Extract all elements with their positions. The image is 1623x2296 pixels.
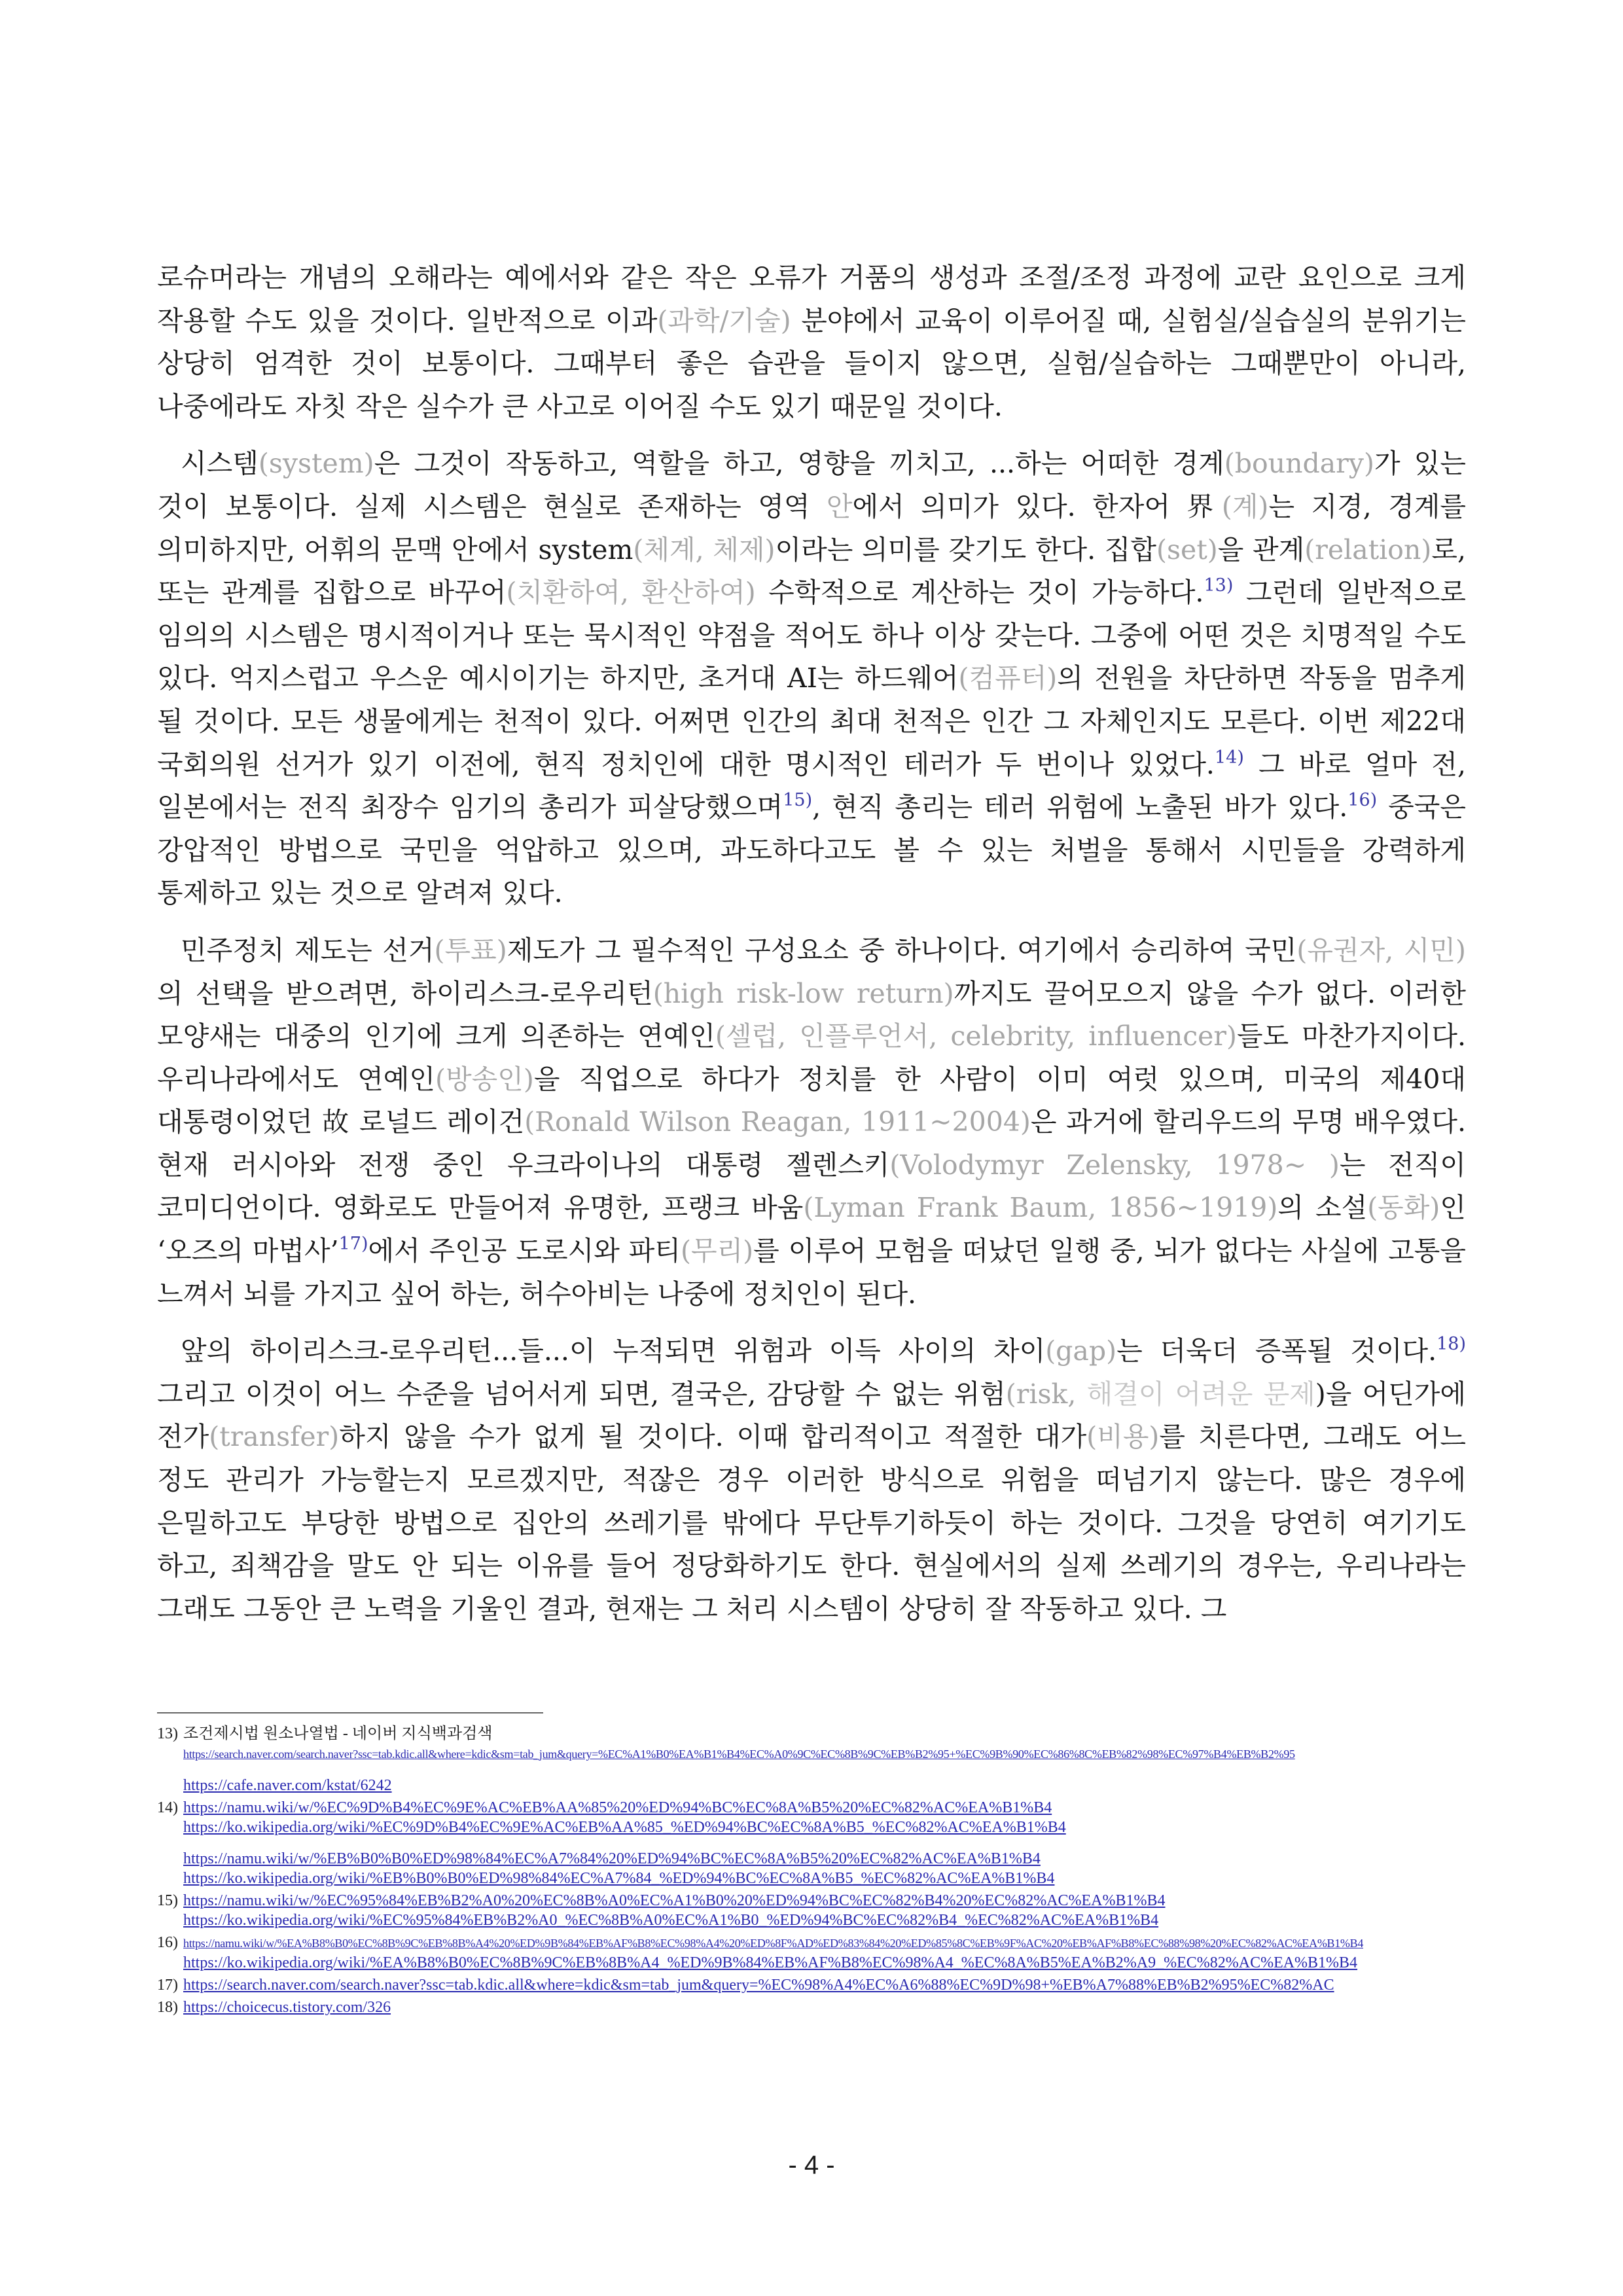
footnotes bbox=[157, 1724, 1466, 2020]
footnote-13 bbox=[157, 1724, 1466, 1795]
footnote-ref-17[interactable]: 17) bbox=[338, 1234, 368, 1255]
paragraph-3: 민주정치 제도는 선거(투표)제도가 그 필수적인 구성요소 중 하나이다. 여기에서 승리하여 국민(유권자, 시민)의 선택을 받으려면, 하이리스크-로우리턴(high risk-low return)까지도 끌어모으지 않을 수가 없다. 이러한 모양새는 대중의 인기에 크게 의존하는 연예인(셀럽, 인플루언서, celebrity, influencer)들도 마찬가지이다. 우리나라에서도 연예인(방송인)을 직업으로 하다가 정치를 한 사람이 이미 여럿 있으며, 미국의 제40대 대통령이었던 故 로널드 레이건(Ronald Wilson Reagan, 1911~2004)은 과거에 할리우드의 무명 배우였다. 현재 러시아와 전쟁 중인 우크라이나의 대통령 젤렌스키(Volodymyr Zelensky, 1978~ )는 전직이 코미디언이다. 영화로도 만들어져 유명한, 프랭크 바움(Lyman Frank Baum, 1856~1919)의 소설(동화)인 ‘오즈의 마법사’$^{17)}$에서 주인공 도로시와 파티(무리)를 이루어 모험을 떠났던 일행 중, 뇌가 없다는 사실에 고통을 느껴서 뇌를 가지고 싶어 하는, 허수아비는 나중에 정치인이 된다. bbox=[157, 934, 1467, 1310]
footnote-16 bbox=[157, 1933, 1466, 1973]
page-number: - 4 - bbox=[788, 2151, 835, 2179]
footnote-divider bbox=[157, 1712, 543, 1713]
footnote-ref-14[interactable]: 14) bbox=[1214, 747, 1244, 768]
footnote-link[interactable]: https://cafe.naver.com/kstat/6242 bbox=[183, 1777, 392, 1794]
footnote-number: 17) bbox=[157, 1977, 178, 1994]
footnote-title: 조건제시법 원소나열법 - 네이버 지식백과검색 bbox=[183, 1725, 493, 1742]
paragraph-2: 시스템(system)은 그것이 작동하고, 역할을 하고, 영향을 끼치고, ...하는 어떠한 경계(boundary)가 있는 것이 보통이다. 실제 시스템은 현실로 존재하는 영역 안에서 의미가 있다. 한자어 界(계)는 지경, 경계를 의미하지만, 어휘의 문맥 안에서 system(체계, 체제)이라는 의미를 갖기도 한다. 집합(set)을 관계(relation)로, 또는 관계를 집합으로 바꾸어(치환하여, 환산하여) 수학적으로 계산하는 것이 가능하다.$^{13)}$ 그런데 일반적으로 임의의 시스템은 명시적이거나 또는 묵시적인 약점을 적어도 하나 이상 갖는다. 그중에 어떤 것은 치명적일 수도 있다. 억지스럽고 우스운 예시이기는 하지만, 초거대 AI는 하드웨어(컴퓨터)의 전원을 차단하면 작동을 멈추게 될 것이다. 모든 생물에게는 천적이 있다. 어쩌면 인간의 최대 천적은 인간 그 자체인지도 모른다. 이번 제22대 국회의원 선거가 있기 이전에, 현직 정치인에 대한 명시적인 테러가 두 번이나 있었다.$^{14)}$ 그 바로 얼마 전, 일본에서는 전직 최장수 임기의 총리가 피살당했으며$^{15)}$, 현직 총리는 테러 위험에 노출된 바가 있다.$^{16)}$ 중국은 강압적인 방법으로 국민을 억압하고 있으며, 과도하다고도 볼 수 있는 처벌을 통해서 시민들을 강력하게 통제하고 있는 것으로 알려져 있다. bbox=[157, 448, 1467, 909]
footnote-link[interactable]: https://search.naver.com/search.naver?ssc=tab.kdic.all&where=kdic&sm=tab_jum&query=%EC%98%A4%EC%A6%88%EC%9D%98+%EB%A7%88%EB%B2%95%EC%82%AC bbox=[183, 1977, 1334, 1994]
footnote-link[interactable]: https://namu.wiki/w/%EC%95%84%EB%B2%A0%20%EC%8B%A0%EC%A1%B0%20%ED%94%BC%EC%82%B4%20%EC%82%AC%EA%B1%B4 bbox=[183, 1892, 1166, 1909]
footnote-link[interactable]: https://namu.wiki/w/%EB%B0%B0%ED%98%84%EC%A7%84%20%ED%94%BC%EC%8A%B5%20%EC%82%AC%EA%B1%B4 bbox=[183, 1850, 1041, 1867]
footnote-number: 18) bbox=[157, 1999, 178, 2016]
footnote-link[interactable]: https://choicecus.tistory.com/326 bbox=[183, 1999, 391, 2016]
footnote-number: 13) bbox=[157, 1725, 178, 1742]
footnote-link[interactable]: https://ko.wikipedia.org/wiki/%EB%B0%B0%ED%98%84%EC%A7%84_%ED%94%BC%EC%8A%B5_%EC%82%AC%EA%B1%B4 bbox=[183, 1870, 1055, 1887]
footnote-15 bbox=[157, 1891, 1466, 1930]
footnote-18 bbox=[157, 1998, 1466, 2017]
footnote-ref-15[interactable]: 15) bbox=[783, 790, 813, 811]
paragraph-1: 로슈머라는 개념의 오해라는 예에서와 같은 작은 오류가 거품의 생성과 조절/조정 과정에 교란 요인으로 크게 작용할 수도 있을 것이다. 일반적으로 이과(과학/기술) 분야에서 교육이 이루어질 때, 실험실/실습실의 분위기는 상당히 엄격한 것이 보통이다. 그때부터 좋은 습관을 들이지 않으면, 실험/실습하는 그때뿐만이 아니라, 나중에라도 자칫 작은 실수가 큰 사고로 이어질 수도 있기 때문일 것이다. bbox=[157, 262, 1466, 422]
footnote-link[interactable]: https://ko.wikipedia.org/wiki/%EC%95%84%EB%B2%A0_%EC%8B%A0%EC%A1%B0_%ED%94%BC%EC%82%B4_%EC%82%AC%EA%B1%B4 bbox=[183, 1912, 1159, 1929]
footnote-link[interactable]: https://namu.wiki/w/%EC%9D%B4%EC%9E%AC%EB%AA%85%20%ED%94%BC%EC%8A%B5%20%EC%82%AC%EA%B1%B4 bbox=[183, 1799, 1052, 1816]
footnote-17 bbox=[157, 1975, 1466, 1995]
footnote-ref-13[interactable]: 13) bbox=[1204, 575, 1234, 596]
footnote-link[interactable]: https://ko.wikipedia.org/wiki/%EC%9D%B4%EC%9E%AC%EB%AA%85_%ED%94%BC%EC%8A%B5_%EC%82%AC%EA%B1%B4 bbox=[183, 1819, 1066, 1836]
footnote-ref-18[interactable]: 18) bbox=[1436, 1334, 1466, 1355]
paragraph-4: 앞의 하이리스크-로우리턴...들...이 누적되면 위험과 이득 사이의 차이(gap)는 더욱더 증폭될 것이다.$^{18)}$ 그리고 이것이 어느 수준을 넘어서게 되면, 결국은, 감당할 수 없는 위험(risk, 해결이 어려운 문제)을 어딘가에 전가(transfer)하지 않을 수가 없게 될 것이다. 이때 합리적이고 적절한 대가(비용)를 치른다면, 그래도 어느 정도 관리가 가능할는지 모르겠지만, 적잖은 경우 이러한 방식으로 위험을 떠넘기지 않는다. 많은 경우에 은밀하고도 부당한 방법으로 집안의 쓰레기를 밖에다 무단투기하듯이 하는 것이다. 그것을 당연히 여기기도 하고, 죄책감을 말도 안 되는 이유를 들어 정당화하기도 한다. 현실에서의 실제 쓰레기의 경우는, 우리나라는 그래도 그동안 큰 노력을 기울인 결과, 현재는 그 처리 시스템이 상당히 잘 작동하고 있다. 그 bbox=[157, 1334, 1467, 1624]
body-text bbox=[157, 257, 1466, 1645]
footnote-number: 14) bbox=[157, 1799, 178, 1816]
footnote-link[interactable]: https://ko.wikipedia.org/wiki/%EA%B8%B0%EC%8B%9C%EB%8B%A4_%ED%9B%84%EB%AF%B8%EC%98%A4_%EC%8A%B5%EA%B2%A9_%EC%82%AC%EA%B1%B4 bbox=[183, 1954, 1358, 1971]
footnote-number: 15) bbox=[157, 1892, 178, 1909]
footnote-14 bbox=[157, 1798, 1466, 1888]
footnote-number: 16) bbox=[157, 1934, 178, 1951]
footnote-link[interactable]: https://namu.wiki/w/%EA%B8%B0%EC%8B%9C%EB%8B%A4%20%ED%9B%84%EB%AF%B8%EC%98%A4%20%ED%8F%AD%ED%83%84%20%ED%85%8C%EB%9F%AC%20%EB%AF%B8%EC%88%98%20%EC%82%AC%EA%B1%B4 bbox=[183, 1937, 1364, 1950]
footnote-link[interactable]: https://search.naver.com/search.naver?ssc=tab.kdic.all&where=kdic&sm=tab_jum&query=%EC%A1%B0%EA%B1%B4%EC%A0%9C%EC%8B%9C%EB%B2%95+%EC%9B%90%EC%86%8C%EB%82%98%EC%97%B4%EB%B2%95 bbox=[183, 1748, 1295, 1761]
footnote-ref-16[interactable]: 16) bbox=[1347, 790, 1378, 811]
